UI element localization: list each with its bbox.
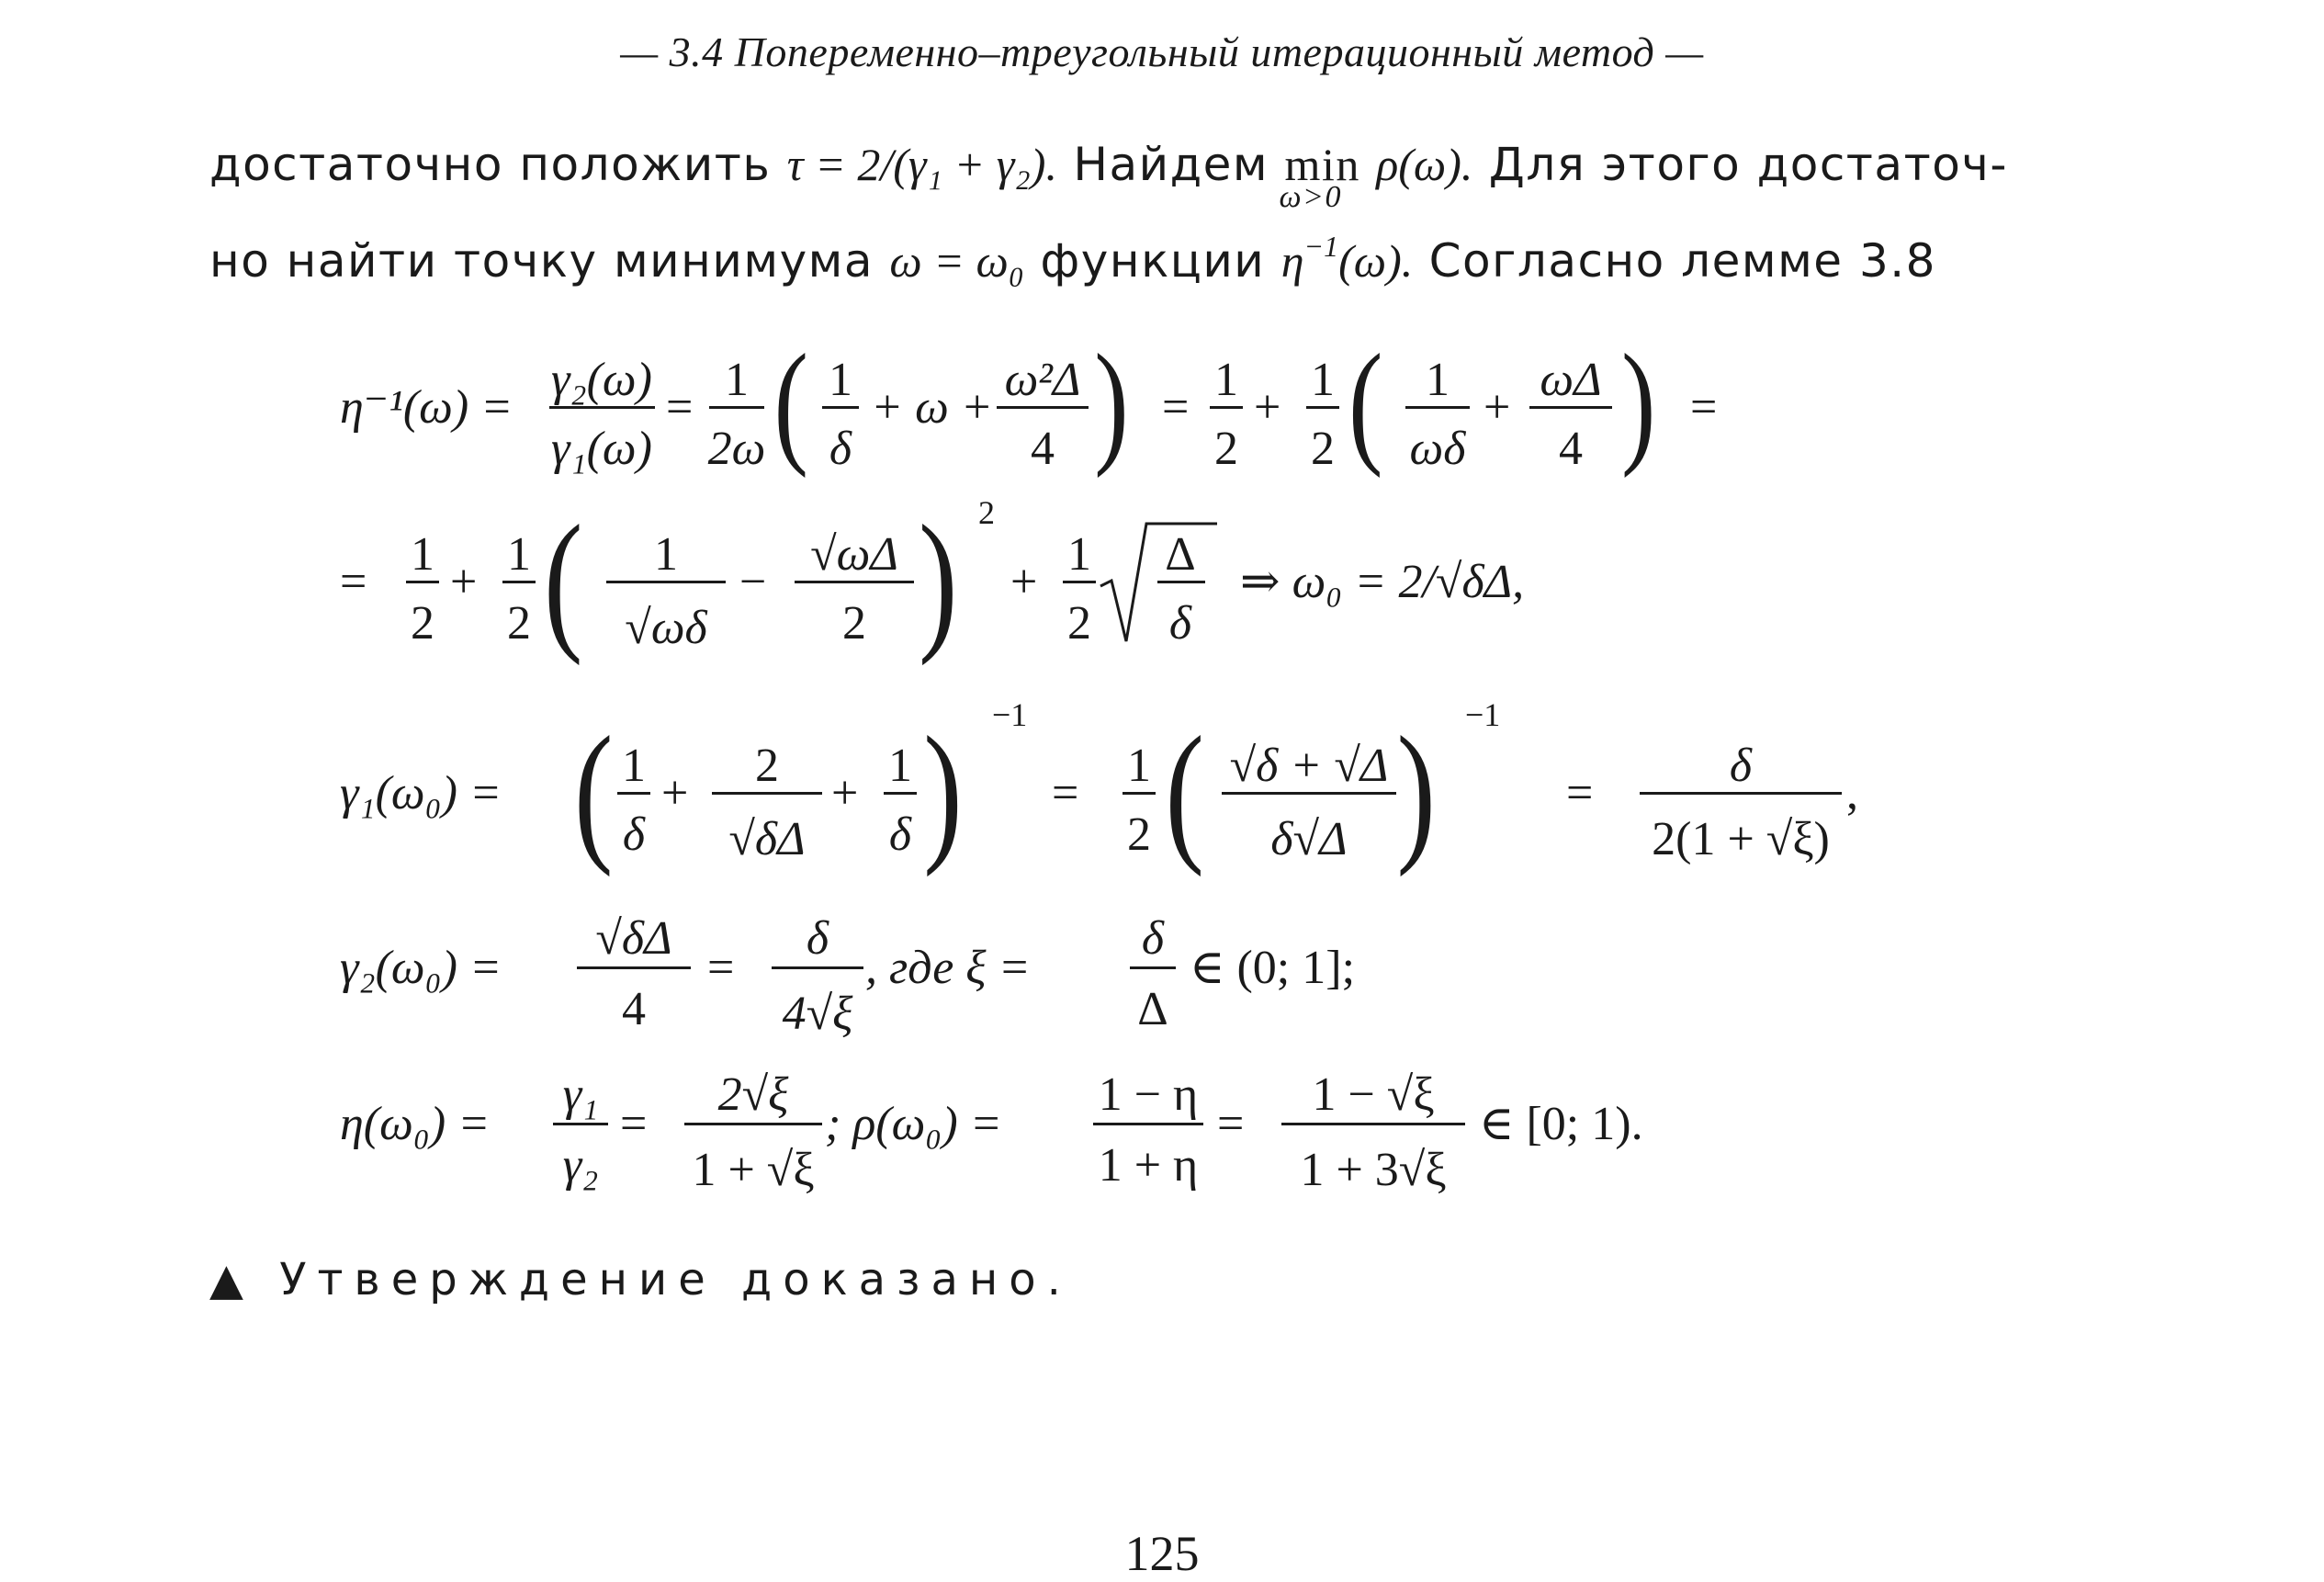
svg-text:ωΔ: ωΔ [1540, 354, 1602, 406]
conclusion-text: Утверждение доказано. [279, 1254, 1072, 1305]
svg-text:γ₁(ω₀) =: γ₁(ω₀) = [340, 767, 502, 819]
svg-text:√ωδ: √ωδ [625, 602, 707, 654]
svg-text:(: ( [1348, 340, 1383, 479]
tau-formula: τ = 2/(γ₁ + γ₂). [786, 139, 1057, 190]
svg-text:1 + √ξ: 1 + √ξ [692, 1144, 815, 1196]
svg-text:1: 1 [1426, 354, 1450, 406]
svg-text:∈ (0; 1];: ∈ (0; 1]; [1190, 942, 1356, 994]
svg-text:4: 4 [1031, 423, 1055, 475]
eq1-frac5 [1210, 354, 1243, 475]
svg-text:1: 1 [1127, 740, 1151, 792]
svg-text:γ₁(ω): γ₁(ω) [551, 423, 652, 475]
svg-text:2: 2 [1127, 808, 1151, 861]
svg-text:=: = [1566, 767, 1594, 819]
eq2-frac4 [795, 528, 914, 650]
svg-text:2: 2 [755, 740, 779, 792]
svg-text:=: = [1217, 1098, 1245, 1150]
eq2-frac2 [502, 528, 536, 650]
svg-text:1 + η: 1 + η [1098, 1139, 1199, 1192]
svg-text:√ωΔ: √ωΔ [810, 528, 898, 581]
triangle-icon: ▲ [209, 1254, 254, 1305]
svg-text:Δ: Δ [1165, 528, 1196, 581]
eq3-frac5 [1222, 740, 1396, 865]
eq2-frac5 [1063, 528, 1096, 650]
svg-text:η(ω₀) =: η(ω₀) = [340, 1098, 491, 1150]
svg-text:γ₁: γ₁ [562, 1068, 599, 1121]
svg-text:1: 1 [1311, 354, 1335, 406]
eq1-frac4 [997, 354, 1089, 475]
svg-text:1: 1 [411, 528, 434, 581]
eq1-frac8 [1529, 354, 1612, 475]
svg-text:ωδ: ωδ [1409, 423, 1466, 475]
svg-text:=: = [1690, 381, 1718, 434]
omega-zero-eq: ω = ω₀ [889, 235, 1025, 287]
svg-text:1: 1 [507, 528, 531, 581]
svg-text:4: 4 [622, 983, 646, 1035]
running-head: — 3.4 Попеременно–треугольный итерационный метод — [620, 28, 1704, 75]
svg-text:δ: δ [1141, 912, 1165, 965]
svg-text:2ω: 2ω [707, 423, 766, 475]
svg-text:γ₂(ω₀) =: γ₂(ω₀) = [340, 942, 502, 994]
svg-text:): ) [1621, 340, 1656, 479]
svg-text:ω²Δ: ω²Δ [1004, 354, 1081, 406]
svg-text:=: = [340, 556, 367, 608]
svg-text:(: ( [1165, 704, 1204, 878]
eq1-frac6 [1306, 354, 1339, 475]
min-operator: min ω>0 [1279, 139, 1360, 214]
eq4-frac1 [577, 912, 691, 1035]
equation-eta-inverse-cont [340, 492, 1524, 666]
svg-text:1: 1 [622, 740, 646, 792]
svg-text:(: ( [773, 340, 808, 479]
eq1-frac2 [708, 354, 766, 475]
eq5-frac1 [553, 1068, 608, 1192]
svg-text:4√ξ: 4√ξ [782, 988, 853, 1040]
eq1-frac1 [549, 354, 655, 475]
eq5-frac4 [1281, 1068, 1465, 1196]
page-number: 125 [1124, 1526, 1200, 1581]
eq3-frac1 [617, 740, 650, 861]
svg-text:2: 2 [1214, 423, 1238, 475]
text-fragment: Согласно лемме 3.8 [1413, 234, 1936, 288]
svg-text:4: 4 [1559, 423, 1583, 475]
eq1-frac7 [1405, 354, 1470, 475]
svg-text:δ: δ [622, 808, 646, 861]
text-fragment: но найти точку минимума [209, 234, 890, 288]
svg-text:): ) [1094, 340, 1129, 479]
eta-inverse: $\eta^{-1}(\omega)$. [1280, 230, 1414, 287]
svg-text:1 − √ξ: 1 − √ξ [1312, 1068, 1435, 1121]
svg-text:+: + [1254, 381, 1281, 434]
svg-text:2: 2 [411, 597, 434, 650]
svg-text:): ) [1396, 704, 1436, 878]
equation-eta-rho [340, 1068, 1643, 1196]
svg-text:1: 1 [1214, 354, 1238, 406]
svg-text:+ ω +: + ω + [871, 381, 993, 434]
eq4-frac3 [1130, 912, 1176, 1035]
svg-text:δ: δ [1168, 597, 1192, 650]
svg-text:2√ξ: 2√ξ [717, 1068, 789, 1121]
svg-text:=: = [1052, 767, 1079, 819]
eq2-sqrt-fraction [1100, 524, 1217, 650]
svg-text:=: = [620, 1098, 648, 1150]
svg-text:√δ + √Δ: √δ + √Δ [1229, 740, 1389, 792]
svg-text:2: 2 [842, 597, 866, 650]
eq3-frac4 [1123, 740, 1156, 861]
equation-eta-inverse [340, 340, 1717, 479]
svg-text:−1: −1 [992, 696, 1028, 733]
svg-text:−1: −1 [1465, 696, 1501, 733]
svg-text:δ√Δ: δ√Δ [1270, 813, 1348, 865]
text-fragment: функции [1024, 234, 1281, 288]
svg-text:1: 1 [654, 528, 678, 581]
svg-text:2: 2 [978, 494, 995, 531]
eq2-frac1 [406, 528, 439, 650]
eq3-frac6 [1640, 740, 1842, 865]
svg-text:δ: δ [829, 423, 852, 475]
svg-text:1: 1 [1067, 528, 1091, 581]
svg-text:−: − [739, 556, 767, 608]
paragraph-line-1 [209, 138, 2129, 214]
svg-text:+: + [1010, 556, 1038, 608]
svg-text:): ) [919, 492, 958, 667]
paragraph-line-2 [209, 230, 2129, 288]
text-fragment: достаточно положить [209, 138, 787, 191]
svg-text:1 + 3√ξ: 1 + 3√ξ [1300, 1144, 1447, 1196]
svg-text:=: = [1162, 381, 1190, 434]
svg-text:(: ( [544, 492, 583, 667]
eq1-frac3 [822, 354, 859, 475]
svg-text:δ: δ [888, 808, 912, 861]
eq4-frac2 [772, 912, 863, 1040]
svg-text:, где ξ =: , где ξ = [865, 942, 1031, 994]
svg-text:+: + [1484, 381, 1511, 434]
svg-text:1 − η: 1 − η [1098, 1068, 1199, 1121]
svg-text:,: , [1846, 767, 1858, 819]
eq3-frac3 [884, 740, 917, 861]
svg-text:2: 2 [1311, 423, 1335, 475]
equation-gamma2 [340, 912, 1355, 1040]
eq2-frac3 [606, 528, 726, 654]
eq3-frac2 [712, 740, 822, 865]
svg-text:√δΔ: √δΔ [595, 912, 672, 965]
svg-text:δ: δ [806, 912, 829, 965]
svg-text:; ρ(ω₀) =: ; ρ(ω₀) = [825, 1098, 1002, 1150]
svg-text:=: = [666, 381, 694, 434]
svg-text:1: 1 [725, 354, 749, 406]
svg-text:δ: δ [1729, 740, 1753, 792]
svg-text:=: = [707, 942, 735, 994]
min-subscript: ω>0 [1279, 180, 1342, 214]
svg-text:γ₂: γ₂ [562, 1139, 599, 1192]
rho-omega: ρ(ω). [1376, 139, 1473, 190]
svg-text:1: 1 [829, 354, 852, 406]
eq1-lhs: η⁻¹(ω) = [340, 381, 513, 434]
eq5-frac2 [684, 1068, 822, 1196]
svg-text:2: 2 [507, 597, 531, 650]
eq5-frac3 [1093, 1068, 1203, 1192]
svg-text:2(1 + √ξ): 2(1 + √ξ) [1652, 813, 1830, 865]
svg-text:+: + [831, 767, 859, 819]
svg-text:1: 1 [888, 740, 912, 792]
svg-text:(: ( [574, 704, 614, 878]
svg-text:2: 2 [1067, 597, 1091, 650]
svg-text:⇒ ω₀ = 2/√δΔ,: ⇒ ω₀ = 2/√δΔ, [1240, 556, 1525, 608]
svg-text:): ) [923, 704, 963, 878]
svg-text:∈ [0; 1).: ∈ [0; 1). [1479, 1098, 1643, 1150]
equation-gamma1 [340, 696, 1858, 877]
svg-text:+: + [661, 767, 689, 819]
conclusion [209, 1254, 1072, 1305]
svg-text:Δ: Δ [1137, 983, 1168, 1035]
svg-text:√δΔ: √δΔ [728, 813, 806, 865]
svg-text:+: + [450, 556, 478, 608]
text-fragment: Для этого достаточ- [1472, 138, 2008, 191]
svg-text:γ₂(ω): γ₂(ω) [551, 354, 652, 406]
equation-block [340, 340, 2030, 1222]
text-fragment: Найдем [1056, 138, 1285, 191]
